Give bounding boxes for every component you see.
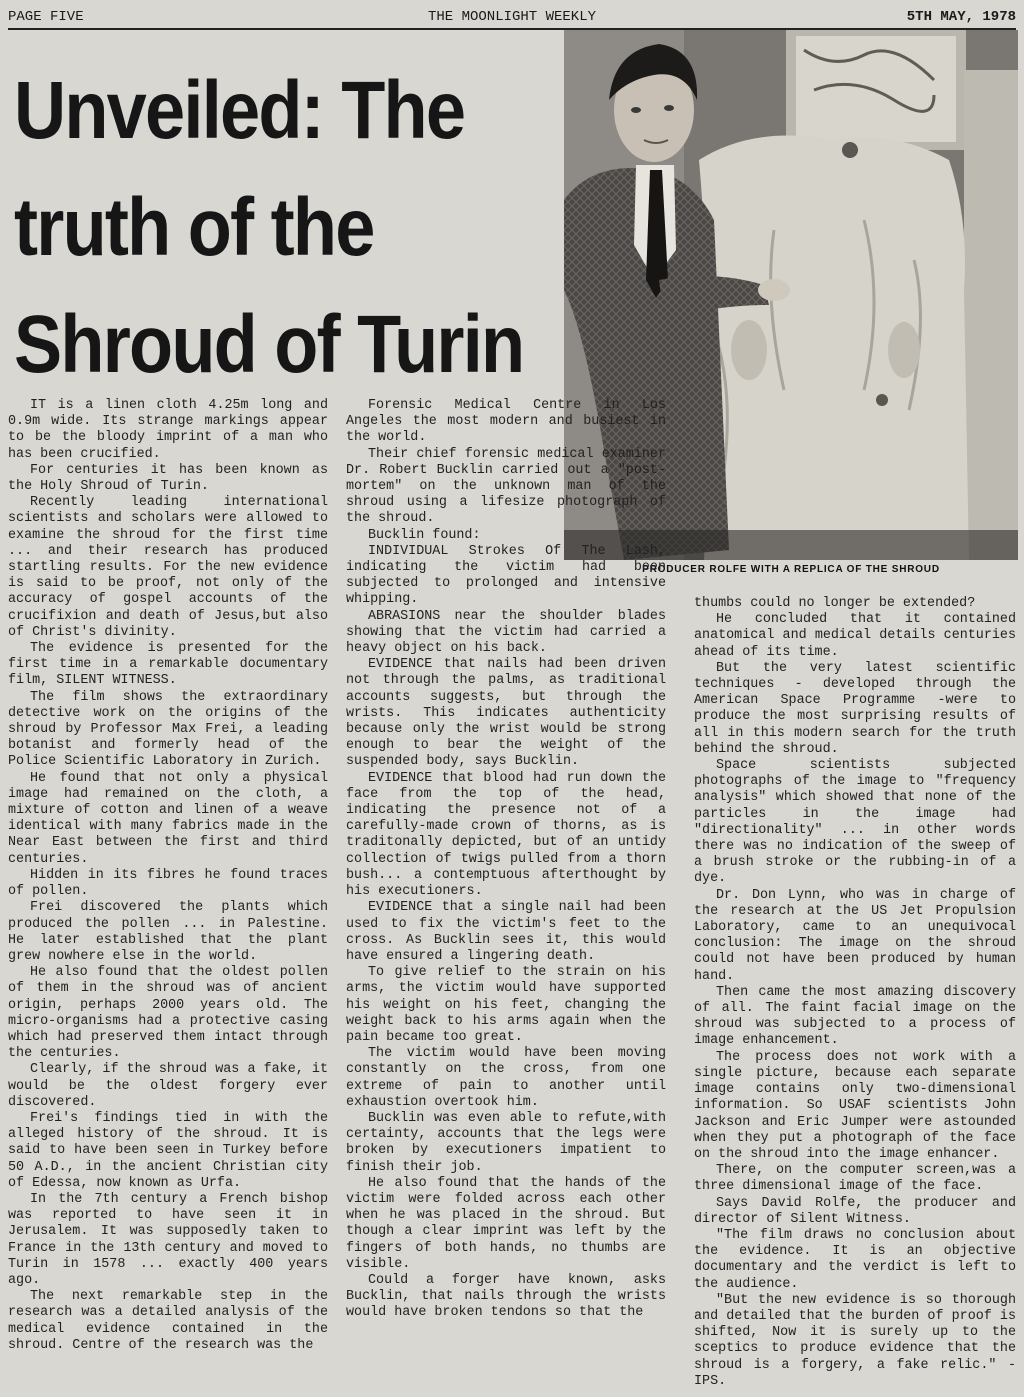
paragraph: The evidence is presented for the first time in a remarkable documentary film, SILENT WITNESS. (8, 641, 328, 689)
paragraph: "The film draws no conclusion about the evidence. It is an objective documentary and the verdict is left to the audience. (694, 1227, 1016, 1292)
paragraph: Recently leading international scientists and scholars were allowed to examine the shroud for the first time ... and their research has produced startling results. For the new evidence is said to be proof, not only of the accuracy of gospel accounts of the crucifixion and death of Jesus,but also of Christ's divinity. (8, 495, 328, 640)
headline-line-1: Unveiled: The (14, 65, 465, 156)
paragraph: But the very latest scientific techniques - developed through the American Space Programme -were to produce the most surprising results of all in this modern search for the truth behind the shroud. (694, 660, 1016, 757)
headline-line-3: Shroud of Turin (14, 299, 524, 390)
paragraph: Forensic Medical Centre in Los Angeles the most modern and busiest in the world. (346, 398, 666, 446)
paragraph: Their chief forensic medical examiner Dr. Robert Bucklin carried out a "post-mortem" on the unknown man of the shroud using a lifesize photograph of the shroud. (346, 446, 666, 527)
paragraph: EVIDENCE that nails had been driven not through the palms, as traditional accounts suggests, but through the wrists. This indicates authenticity because only the wrist would be strong enough to bear the weight of the suspended body, says Bucklin. (346, 657, 666, 770)
paragraph: ABRASIONS near the shoulder blades showing that the victim had carried a heavy object on his back. (346, 608, 666, 657)
page-number: PAGE FIVE (8, 9, 84, 25)
paragraph: Space scientists subjected photographs of the image to "frequency analysis" which showed that none of the particles in the image had "directionality" ... in other words there was no indication of the sweep of a brush stroke or the rubbing-in of a dye. (694, 758, 1016, 887)
paragraph: For centuries it has been known as the Holy Shroud of Turin. (8, 462, 328, 495)
paragraph: EVIDENCE that blood had run down the face from the top of the head, indicating the presence not of a carefully-made crown of thorns, as is traditonally depicted, but of an untidy collection of twigs pulled from a thorn bush... a contemptuous afterthought by his executioners. (346, 770, 666, 900)
paragraph: The film shows the extraordinary detective work on the origins of the shroud by Professor Max Frei, a leading botanist and formerly head of the Police Scientific Laboratory in Zurich. (8, 689, 328, 770)
paragraph: Bucklin was even able to refute,with certainty, accounts that the legs were broken by executioners impatient to finish their job. (346, 1110, 666, 1175)
paragraph: thumbs could no longer be extended? (694, 596, 976, 611)
headline (14, 52, 524, 403)
masthead (8, 6, 1016, 30)
paragraph: Clearly, if the shroud was a fake, it would be the oldest forgery ever discovered. (8, 1062, 328, 1110)
paragraph: Frei's findings tied in with the alleged history of the shroud. It is said to have been seen in Turkey before 50 A.D., in the ancient Christian city of Edessa, now known as Urfa. (8, 1110, 328, 1191)
paragraph: To give relief to the strain on his arms, the victim would have supported his weight on his feet, changing the weight back to his arms again when the pain became too great. (346, 965, 666, 1045)
paragraph: The process does not work with a single picture, because each separate image contains only two-dimensional information. So USAF scientists John Jackson and Eric Jumper were astounded when they put a photograph of the face on the shroud into the image enhancer. (694, 1049, 1016, 1162)
paragraph: He also found that the hands of the victim were folded across each other when he was placed in the shroud. But though a clear imprint was left by the fingers of both hands, no thumbs are visible. (346, 1175, 666, 1272)
paragraph: He found that not only a physical image had remained on the cloth, a mixture of cotton and linen of a weave identical with many fabrics made in the Near East between the first and third centuries. (8, 770, 328, 867)
paragraph: Says David Rolfe, the producer and director of Silent Witness. (694, 1195, 1016, 1227)
paragraph: He also found that the oldest pollen of them in the shroud was of ancient origin, perhaps 2000 years old. The micro-organisms had a protective casing which had preserved them intact through the centuries. (8, 965, 328, 1062)
paragraph: In the 7th century a French bishop was reported to have seen it in Jerusalem. It was supposedly taken to France in the 13th century and moved to Turin in 1578 ... exactly 400 years ago. (8, 1191, 328, 1288)
paragraph: IT is a linen cloth 4.25m long and 0.9m wide. Its strange markings appear to be the bloody imprint of a man who has been crucified. (8, 398, 328, 462)
issue-date: 5TH MAY, 1978 (906, 9, 1016, 25)
paragraph: Frei discovered the plants which produced the pollen ... in Palestine. He later established that the plant grew nowhere else in the world. (8, 900, 328, 964)
paragraph: He concluded that it contained anatomical and medical details centuries ahead of its time. (694, 612, 1016, 660)
paragraph: Dr. Don Lynn, who was in charge of the research at the US Jet Propulsion Laboratory, came to an unequivocal conclusion: The image on the shroud could not have been produced by human hand. (694, 887, 1016, 984)
paragraph: The next remarkable step in the research was a detailed analysis of the medical evidence contained in the shroud. Centre of the research was the (8, 1289, 328, 1353)
paragraph: "But the new evidence is so thorough and detailed that the burden of proof is shifted, Now it is surely up to the sceptics to produce evidence that the shroud is a forgery, a fake relic." - IPS. (694, 1292, 1016, 1389)
paragraph: Bucklin found: (368, 527, 481, 543)
article-column-2 (346, 398, 666, 1322)
paragraph: EVIDENCE that a single nail had been used to fix the victim's feet to the cross. As Bucklin sees it, this would have ensured a lingering death. (346, 900, 666, 964)
article-column-3 (694, 596, 1016, 1390)
paragraph: There, on the computer screen,was a three dimensional image of the face. (694, 1163, 1016, 1195)
paragraph: Hidden in its fibres he found traces of pollen. (8, 867, 328, 900)
photo-caption: PRODUCER ROLFE WITH A REPLICA OF THE SHROUD (642, 564, 940, 575)
paragraph: The victim would have been moving constantly on the cross, from one extreme of pain to another until exhaustion overtook him. (346, 1046, 666, 1110)
paragraph: INDIVIDUAL Strokes Of The Lash, indicating the victim had been subjected to prolonged and intensive whipping. (346, 543, 666, 608)
headline-line-2: truth of the (14, 182, 374, 273)
paragraph: Then came the most amazing discovery of all. The faint facial image on the shroud was subjected to a process of image enhancement. (694, 984, 1016, 1049)
article-column-1 (8, 398, 328, 1354)
publication-name: THE MOONLIGHT WEEKLY (427, 9, 597, 25)
paragraph: Could a forger have known, asks Bucklin, that nails through the wrists would have broken tendons so that the (346, 1272, 666, 1321)
